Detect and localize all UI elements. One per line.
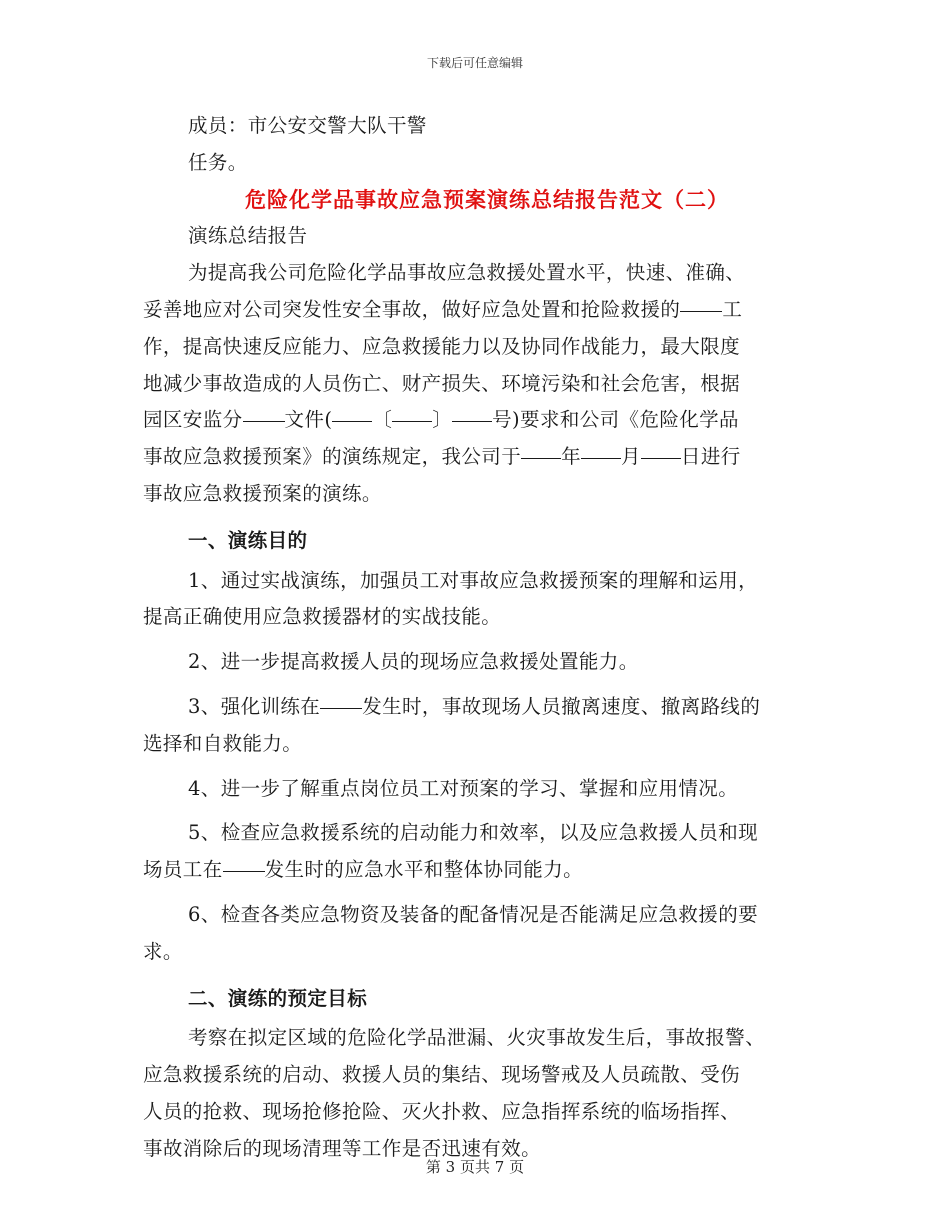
fill-blank — [680, 310, 722, 312]
report-subtitle: 演练总结报告 — [188, 224, 308, 248]
list-item: 3、强化训练在 发生时，事故现场人员撤离速度、撤离路线的 — [188, 694, 761, 718]
text-line: 园区安监分 文件( 〔 〕 号)要求和公司《危险化学品 — [143, 408, 739, 432]
list-item: 2、进一步提高救援人员的现场应急救援处置能力。 — [188, 650, 639, 674]
fill-blank — [581, 457, 621, 459]
list-item-continued: 选择和自救能力。 — [143, 731, 303, 755]
fill-blank — [452, 420, 492, 422]
text-line: 地减少事故造成的人员伤亡、财产损失、环境污染和社会危害，根据 — [143, 371, 741, 395]
text-line: 事故应急救援预案的演练。 — [143, 481, 382, 505]
list-item-continued: 场员工在 发生时的应急水平和整体协同能力。 — [143, 858, 584, 882]
text-line: 妥善地应对公司突发性安全事故，做好应急处置和抢险救援的 工 — [143, 297, 743, 321]
text-line: 事故消除后的现场清理等工作是否迅速有效。 — [143, 1136, 542, 1160]
list-item: 6、检查各类应急物资及装备的配备情况是否能满足应急救援的要 — [188, 902, 759, 926]
list-item-continued: 求。 — [143, 939, 183, 963]
document-body — [143, 108, 811, 1168]
list-item: 4、进一步了解重点岗位员工对预案的学习、掌握和应用情况。 — [188, 776, 739, 800]
page-header: 下载后可任意编辑 — [426, 56, 523, 70]
fill-blank — [320, 707, 362, 709]
section-heading-purpose: 一、演练目的 — [188, 528, 308, 552]
member-line: 成员：市公安交警大队干警 — [188, 114, 427, 137]
list-item: 5、检查应急救援系统的启动能力和效率，以及应急救援人员和现 — [188, 821, 759, 845]
goals-paragraph — [143, 1020, 811, 1167]
fill-blank — [641, 457, 681, 459]
section-heading-goals: 二、演练的预定目标 — [188, 986, 368, 1010]
text-line: 人员的抢救、现场抢修抢险、灭火扑救、应急指挥系统的临场指挥、 — [143, 1099, 741, 1123]
text-line: 考察在拟定区域的危险化学品泄漏、火灾事故发生后，事故报警、 — [188, 1026, 766, 1050]
fill-blank — [392, 420, 432, 422]
fill-blank — [223, 870, 265, 872]
task-line: 任务。 — [188, 150, 248, 174]
text-line: 作，提高快速反应能力、应急救援能力以及协同作战能力，最大限度 — [143, 334, 741, 358]
list-item: 1、通过实战演练，加强员工对事故应急救援预案的理解和运用， — [188, 568, 759, 592]
fill-blank — [521, 457, 561, 459]
document-title: 危险化学品事故应急预案演练总结报告范文（二） — [245, 186, 729, 212]
fill-blank — [243, 420, 285, 422]
intro-paragraph — [143, 255, 811, 513]
text-line: 事故应急救援预案》的演练规定，我公司于 年 月 日进行 — [143, 445, 741, 469]
text-line: 为提高我公司危险化学品事故应急救援处置水平，快速、准确、 — [188, 261, 746, 285]
fill-blank — [332, 420, 372, 422]
text-line: 应急救援系统的启动、救援人员的集结、现场警戒及人员疏散、受伤 — [143, 1063, 741, 1087]
list-item-continued: 提高正确使用应急救援器材的实战技能。 — [143, 605, 502, 629]
page-number: 第 3 页共 7 页 — [425, 1158, 525, 1176]
